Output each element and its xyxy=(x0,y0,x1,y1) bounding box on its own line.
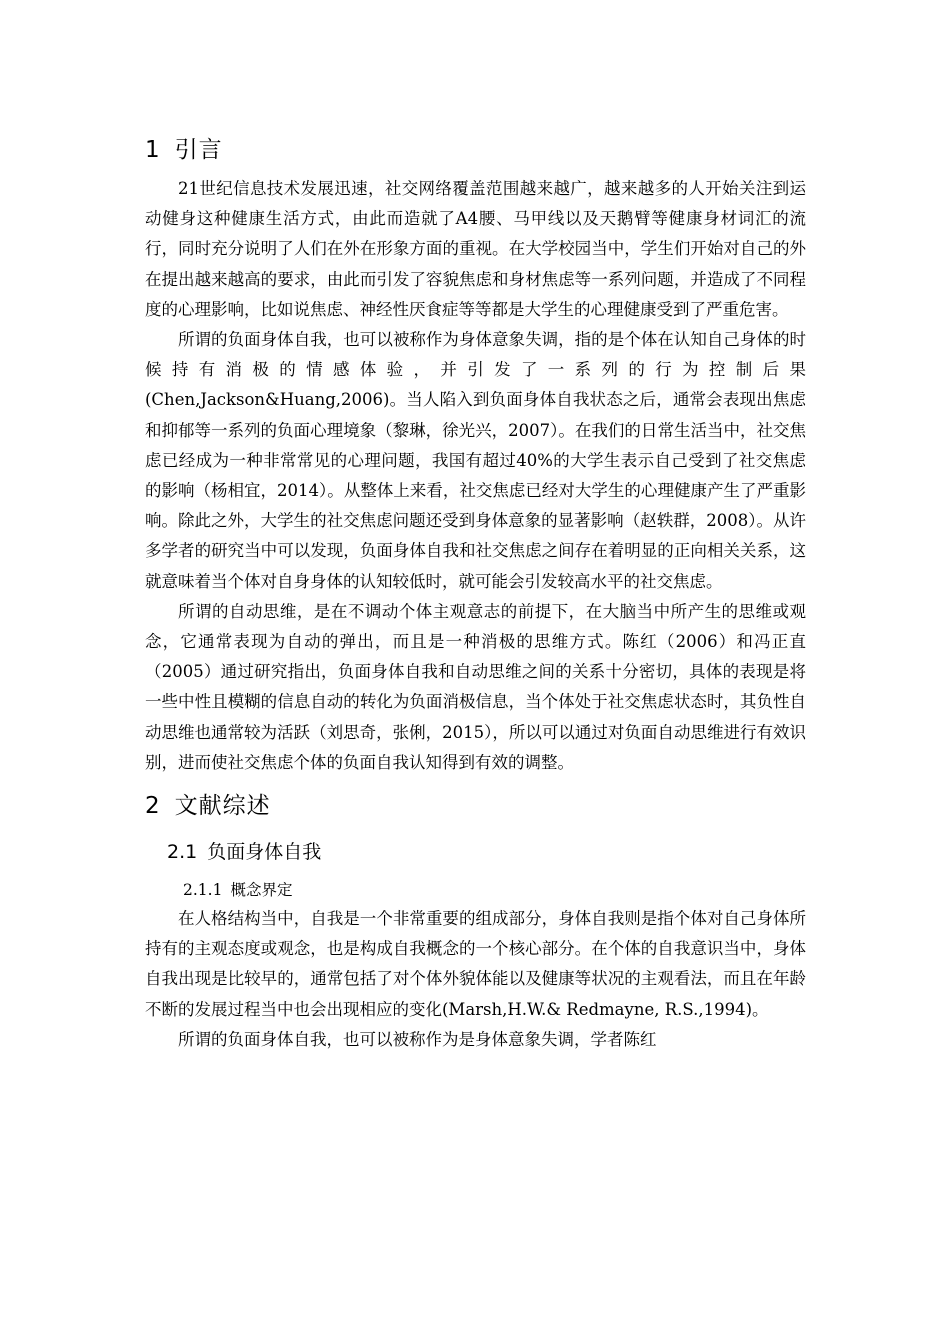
body-paragraph: 在人格结构当中，自我是一个非常重要的组成部分，身体自我则是指个体对自己身体所持有的主观态度或观念，也是构成自我概念的一个核心部分。在个体的自我意识当中，身体自我出现是比较早的，通常包括了对个体外貌体能以及健康等状况的主观看法，而且在年龄不断的发展过程当中也会出现相应的变化(Marsh,H.W.& Redmayne, R.S.,1994)。 xyxy=(145,909,806,1019)
body-paragraph: 21世纪信息技术发展迅速，社交网络覆盖范围越来越广，越来越多的人开始关注到运动健身这种健康生活方式，由此而造就了A4腰、马甲线以及天鹅臂等健康身材词汇的流行，同时充分说明了人们在外在形象方面的重视。在大学校园当中，学生们开始对自己的外在提出越来越高的要求，由此而引发了容貌焦虑和身材焦虑等一系列问题，并造成了不同程度的心理影响，比如说焦虑、神经性厌食症等等都是大学生的心理健康受到了严重危害。 xyxy=(145,179,806,319)
subsection-heading xyxy=(167,836,806,868)
section-number: 1 xyxy=(145,137,161,163)
section-number: 2 xyxy=(145,793,161,820)
body-paragraph: 所谓的负面身体自我，也可以被称作为是身体意象失调，学者陈红 xyxy=(178,1029,657,1049)
subsubsection-heading xyxy=(183,876,806,904)
body-paragraph: 所谓的自动思维，是在不调动个体主观意志的前提下，在大脑当中所产生的思维或观念，它通常表现为自动的弹出，而且是一种消极的思维方式。陈红（2006）和冯正直（2005）通过研究指出，负面身体自我和自动思维之间的关系十分密切，具体的表现是将一些中性且模糊的信息自动的转化为负面消极信息，当个体处于社交焦虑状态时，其负性自动思维也通常较为活跃（刘思奇，张俐，2015），所以可以通过对负面自动思维进行有效识别，进而使社交焦虑个体的负面自我认知得到有效的调整。 xyxy=(145,601,806,772)
body-paragraph: 所谓的负面身体自我，也可以被称作为身体意象失调，指的是个体在认知自己身体的时候持有消极的情感体验，并引发了一系列的行为控制后果(Chen,Jackson&Huang,2006)。当人陷入到负面身体自我状态之后，通常会表现出焦虑和抑郁等一系列的负面心理境象（黎琳，徐光兴，2007）。在我们的日常生活当中，社交焦虑已经成为一种非常常见的心理问题，我国有超过40%的大学生表示自己受到了社交焦虑的影响（杨相宜，2014）。从整体上来看，社交焦虑已经对大学生的心理健康产生了严重影响。除此之外，大学生的社交焦虑问题还受到身体意象的显著影响（赵轶群，2008）。从许多学者的研究当中可以发现，负面身体自我和社交焦虑之间存在着明显的正向相关关系，这就意味着当个体对自身身体的认知较低时，就可能会引发较高水平的社交焦虑。 xyxy=(145,330,806,591)
subsection-number: 2.1 xyxy=(167,841,198,864)
section-title: 文献综述 xyxy=(174,793,271,820)
section-heading-introduction xyxy=(145,130,806,170)
document-page xyxy=(145,130,806,1055)
subsubsection-title: 概念界定 xyxy=(230,881,293,900)
section-heading-literature-review xyxy=(145,786,806,826)
subsection-title: 负面身体自我 xyxy=(207,841,322,864)
subsubsection-number: 2.1.1 xyxy=(183,881,223,900)
section-title: 引言 xyxy=(174,137,223,163)
